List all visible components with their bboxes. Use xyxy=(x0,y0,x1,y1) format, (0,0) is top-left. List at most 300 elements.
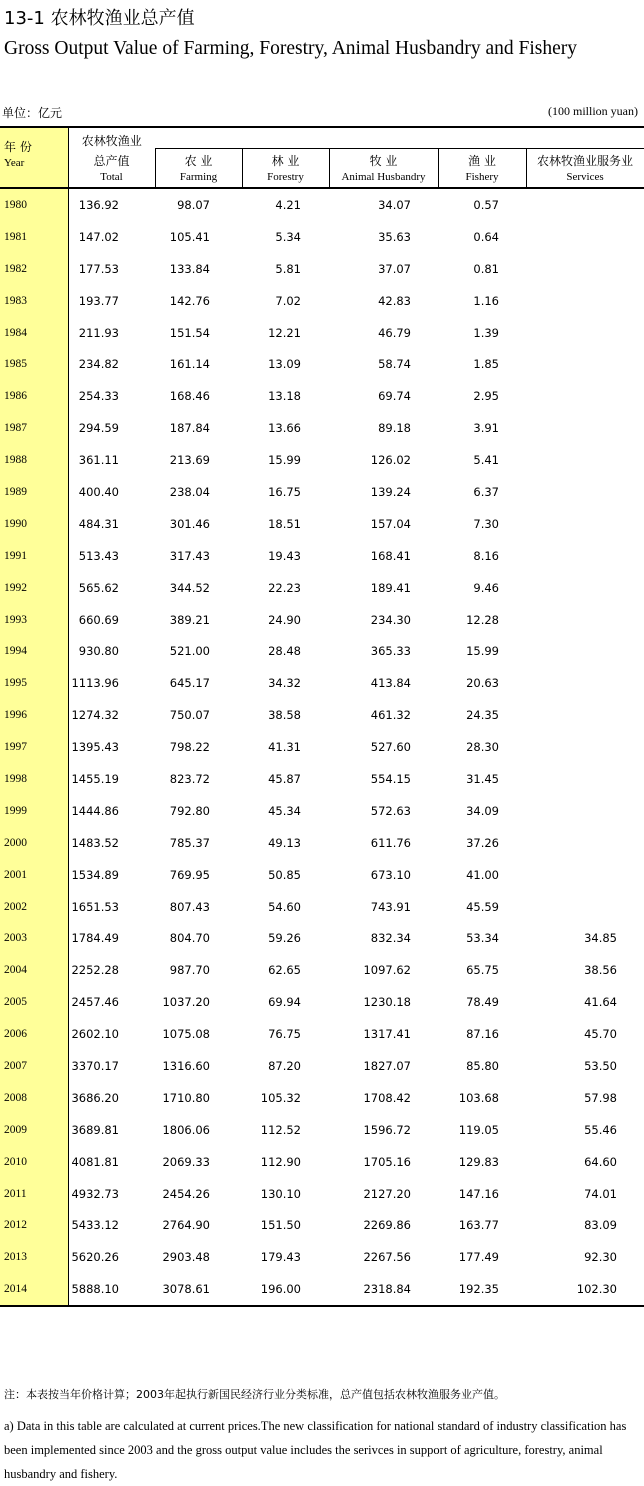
cell-forestry: 87.20 xyxy=(268,1058,301,1073)
header-animal-cn: 牧 业 xyxy=(369,154,398,168)
cell-services xyxy=(526,540,644,572)
cell-year: 1997 xyxy=(0,731,68,763)
table-row xyxy=(0,1050,644,1082)
table-row xyxy=(0,667,644,699)
cell-total: 3686.20 xyxy=(71,1090,119,1105)
cell-year: 2001 xyxy=(0,859,68,891)
cell-farming: 1316.60 xyxy=(162,1058,210,1073)
table-row xyxy=(0,1114,644,1146)
table-row xyxy=(0,859,644,891)
cell-total: 1395.43 xyxy=(71,740,119,755)
cell-total: 254.33 xyxy=(78,389,119,404)
cell-farming: 317.43 xyxy=(169,548,210,563)
cell-services: 83.09 xyxy=(584,1218,617,1233)
cell-services xyxy=(526,763,644,795)
cell-total: 1534.89 xyxy=(71,867,119,882)
header-year xyxy=(0,127,68,188)
table-row xyxy=(0,1082,644,1114)
cell-total: 1274.32 xyxy=(71,708,119,723)
header-services xyxy=(526,149,644,189)
table-row xyxy=(0,763,644,795)
cell-year: 2005 xyxy=(0,986,68,1018)
cell-fishery: 1.85 xyxy=(473,357,499,372)
cell-total: 3370.17 xyxy=(71,1058,119,1073)
cell-fishery: 8.16 xyxy=(473,548,499,563)
cell-services xyxy=(526,635,644,667)
cell-total: 147.02 xyxy=(78,229,119,244)
header-spacer xyxy=(242,127,329,149)
cell-services xyxy=(526,667,644,699)
cell-services: 74.01 xyxy=(584,1186,617,1201)
cell-total: 294.59 xyxy=(78,421,119,436)
cell-total: 193.77 xyxy=(78,293,119,308)
cell-animal-husbandry: 46.79 xyxy=(378,325,411,340)
cell-fishery: 177.49 xyxy=(458,1250,499,1265)
table-row xyxy=(0,1241,644,1273)
cell-farming: 2454.26 xyxy=(162,1186,210,1201)
cell-fishery: 0.81 xyxy=(473,261,499,276)
table-row xyxy=(0,1273,644,1306)
cell-total: 1483.52 xyxy=(71,835,119,850)
cell-farming: 98.07 xyxy=(177,197,210,212)
cell-year: 2014 xyxy=(0,1273,68,1306)
table-row xyxy=(0,348,644,380)
cell-animal-husbandry: 611.76 xyxy=(370,835,411,850)
cell-animal-husbandry: 1705.16 xyxy=(363,1154,411,1169)
header-services-cn: 农林牧渔业服务业 xyxy=(536,154,633,168)
cell-fishery: 119.05 xyxy=(458,1122,499,1137)
cell-farming: 168.46 xyxy=(169,389,210,404)
cell-farming: 987.70 xyxy=(169,963,210,978)
header-total-en: Total xyxy=(100,170,123,183)
cell-farming: 142.76 xyxy=(169,293,210,308)
cell-total: 1113.96 xyxy=(71,676,119,691)
cell-forestry: 112.90 xyxy=(260,1154,301,1169)
cell-animal-husbandry: 743.91 xyxy=(370,899,411,914)
cell-animal-husbandry: 1317.41 xyxy=(363,1027,411,1042)
cell-animal-husbandry: 2267.56 xyxy=(363,1250,411,1265)
header-year-en: Year xyxy=(4,157,25,169)
cell-year: 1986 xyxy=(0,380,68,412)
cell-services: 64.60 xyxy=(584,1154,617,1169)
header-farming-en: Farming xyxy=(179,171,218,183)
cell-farming: 2069.33 xyxy=(162,1154,210,1169)
cell-services: 102.30 xyxy=(526,1273,644,1306)
cell-year: 1990 xyxy=(0,508,68,540)
cell-year: 1995 xyxy=(0,667,68,699)
cell-farming: 301.46 xyxy=(169,516,210,531)
cell-forestry: 59.26 xyxy=(268,931,301,946)
cell-forestry: 22.23 xyxy=(268,580,301,595)
cell-year: 1982 xyxy=(0,253,68,285)
cell-year: 2003 xyxy=(0,922,68,954)
cell-farming: 133.84 xyxy=(169,261,210,276)
cell-forestry: 41.31 xyxy=(268,740,301,755)
table-body xyxy=(0,188,644,1306)
cell-services: 34.85 xyxy=(584,931,617,946)
cell-forestry: 45.34 xyxy=(268,803,301,818)
cell-year: 1992 xyxy=(0,572,68,604)
cell-animal-husbandry: 2127.20 xyxy=(363,1186,411,1201)
cell-animal-husbandry: 1230.18 xyxy=(363,995,411,1010)
table-row xyxy=(0,540,644,572)
cell-forestry: 38.58 xyxy=(268,708,301,723)
header-farming-cn: 农 业 xyxy=(184,154,213,168)
cell-forestry: 5.81 xyxy=(275,261,301,276)
cell-year: 2011 xyxy=(0,1178,68,1210)
cell-year: 2010 xyxy=(0,1146,68,1178)
cell-services xyxy=(526,508,644,540)
cell-forestry: 151.50 xyxy=(260,1218,301,1233)
cell-fishery: 87.16 xyxy=(466,1027,499,1042)
cell-forestry: 54.60 xyxy=(268,899,301,914)
table-row xyxy=(0,1146,644,1178)
cell-animal-husbandry: 37.07 xyxy=(378,261,411,276)
cell-services: 55.46 xyxy=(584,1122,617,1137)
cell-animal-husbandry: 527.60 xyxy=(370,740,411,755)
header-total-line1: 农林牧渔业 xyxy=(68,127,155,149)
cell-animal-husbandry: 89.18 xyxy=(378,421,411,436)
header-spacer xyxy=(438,127,526,149)
cell-fishery: 1.16 xyxy=(473,293,499,308)
cell-farming: 389.21 xyxy=(169,612,210,627)
cell-total: 660.69 xyxy=(78,612,119,627)
cell-animal-husbandry: 42.83 xyxy=(378,293,411,308)
cell-total: 136.92 xyxy=(78,197,119,212)
table-row xyxy=(0,635,644,667)
cell-total: 177.53 xyxy=(78,261,119,276)
cell-farming: 823.72 xyxy=(169,771,210,786)
cell-animal-husbandry: 189.41 xyxy=(370,580,411,595)
table-row xyxy=(0,891,644,923)
cell-animal-husbandry: 1097.62 xyxy=(363,963,411,978)
cell-services xyxy=(526,285,644,317)
cell-farming: 2764.90 xyxy=(162,1218,210,1233)
table-row xyxy=(0,1018,644,1050)
cell-total: 513.43 xyxy=(78,548,119,563)
cell-fishery: 53.34 xyxy=(466,931,499,946)
cell-farming: 785.37 xyxy=(169,835,210,850)
cell-services xyxy=(526,348,644,380)
header-forestry-en: Forestry xyxy=(267,171,304,183)
cell-fishery: 192.35 xyxy=(438,1273,526,1306)
table-row xyxy=(0,699,644,731)
table-row xyxy=(0,731,644,763)
cell-fishery: 12.28 xyxy=(466,612,499,627)
cell-farming: 807.43 xyxy=(169,899,210,914)
header-farming xyxy=(155,149,242,189)
cell-animal-husbandry: 413.84 xyxy=(370,676,411,691)
cell-farming: 187.84 xyxy=(169,421,210,436)
cell-animal-husbandry: 139.24 xyxy=(370,484,411,499)
cell-services xyxy=(526,476,644,508)
cell-animal-husbandry: 572.63 xyxy=(370,803,411,818)
cell-forestry: 45.87 xyxy=(268,771,301,786)
cell-farming: 151.54 xyxy=(169,325,210,340)
cell-farming: 213.69 xyxy=(169,453,210,468)
cell-services: 38.56 xyxy=(584,963,617,978)
header-total xyxy=(68,149,155,189)
cell-forestry: 112.52 xyxy=(260,1122,301,1137)
header-fishery-cn: 渔 业 xyxy=(468,154,496,168)
footnote-en: a) Data in this table are calculated at current prices.The new classification for national standard of industry classification has been implemented since 2003 and the gross output value includes the serivces in support of agriculture, forestry, animal husbandry and fishery. xyxy=(4,1419,627,1481)
table-row xyxy=(0,253,644,285)
cell-fishery: 1.39 xyxy=(473,325,499,340)
cell-farming: 105.41 xyxy=(169,229,210,244)
unit-label-en: (100 million yuan) xyxy=(548,104,638,118)
cell-animal-husbandry: 126.02 xyxy=(370,453,411,468)
cell-forestry: 7.02 xyxy=(275,293,301,308)
header-fishery xyxy=(438,149,526,189)
cell-animal-husbandry: 1827.07 xyxy=(363,1058,411,1073)
cell-total: 5888.10 xyxy=(68,1273,155,1306)
cell-farming: 792.80 xyxy=(169,803,210,818)
page-title-en: Gross Output Value of Farming, Forestry, Animal Husbandry and Fishery xyxy=(4,38,578,59)
cell-year: 2008 xyxy=(0,1082,68,1114)
header-spacer xyxy=(329,127,438,149)
cell-fishery: 147.16 xyxy=(458,1186,499,1201)
cell-animal-husbandry: 365.33 xyxy=(370,644,411,659)
cell-farming: 769.95 xyxy=(169,867,210,882)
cell-fishery: 37.26 xyxy=(466,835,499,850)
cell-year: 1981 xyxy=(0,221,68,253)
cell-total: 5433.12 xyxy=(71,1218,119,1233)
header-total-cn: 总产值 xyxy=(93,153,130,168)
cell-farming: 2903.48 xyxy=(162,1250,210,1265)
output-value-table xyxy=(0,126,644,1307)
cell-total: 400.40 xyxy=(78,484,119,499)
cell-forestry: 13.18 xyxy=(268,389,301,404)
cell-services xyxy=(526,891,644,923)
cell-fishery: 65.75 xyxy=(466,963,499,978)
cell-forestry: 12.21 xyxy=(268,325,301,340)
cell-services: 57.98 xyxy=(584,1090,617,1105)
cell-total: 3689.81 xyxy=(71,1122,119,1137)
cell-services xyxy=(526,731,644,763)
cell-forestry: 28.48 xyxy=(268,644,301,659)
cell-animal-husbandry: 2318.84 xyxy=(329,1273,438,1306)
cell-fishery: 0.57 xyxy=(473,197,499,212)
cell-animal-husbandry: 461.32 xyxy=(370,708,411,723)
cell-fishery: 31.45 xyxy=(466,771,499,786)
table-row xyxy=(0,604,644,636)
cell-fishery: 34.09 xyxy=(466,803,499,818)
cell-forestry: 196.00 xyxy=(242,1273,329,1306)
cell-total: 2457.46 xyxy=(71,995,119,1010)
table-row xyxy=(0,986,644,1018)
cell-animal-husbandry: 234.30 xyxy=(370,612,411,627)
cell-fishery: 24.35 xyxy=(466,708,499,723)
cell-forestry: 50.85 xyxy=(268,867,301,882)
table-row xyxy=(0,188,644,221)
cell-animal-husbandry: 34.07 xyxy=(378,197,411,212)
cell-animal-husbandry: 1596.72 xyxy=(363,1122,411,1137)
cell-total: 2602.10 xyxy=(71,1027,119,1042)
cell-farming: 3078.61 xyxy=(155,1273,242,1306)
cell-fishery: 163.77 xyxy=(458,1218,499,1233)
cell-year: 2009 xyxy=(0,1114,68,1146)
cell-year: 1987 xyxy=(0,412,68,444)
cell-forestry: 24.90 xyxy=(268,612,301,627)
cell-services xyxy=(526,444,644,476)
cell-forestry: 4.21 xyxy=(275,197,301,212)
cell-fishery: 85.80 xyxy=(466,1058,499,1073)
cell-services xyxy=(526,859,644,891)
cell-forestry: 13.09 xyxy=(268,357,301,372)
cell-forestry: 69.94 xyxy=(268,995,301,1010)
cell-forestry: 105.32 xyxy=(260,1090,301,1105)
table-row xyxy=(0,221,644,253)
cell-services xyxy=(526,412,644,444)
table-row xyxy=(0,380,644,412)
cell-farming: 238.04 xyxy=(169,484,210,499)
cell-year: 1999 xyxy=(0,795,68,827)
cell-farming: 1075.08 xyxy=(162,1027,210,1042)
cell-services: 92.30 xyxy=(584,1250,617,1265)
cell-forestry: 16.75 xyxy=(268,484,301,499)
table-row xyxy=(0,795,644,827)
cell-fishery: 129.83 xyxy=(458,1154,499,1169)
cell-total: 1651.53 xyxy=(71,899,119,914)
cell-fishery: 7.30 xyxy=(473,516,499,531)
cell-services xyxy=(526,795,644,827)
cell-animal-husbandry: 58.74 xyxy=(378,357,411,372)
cell-total: 361.11 xyxy=(78,453,119,468)
cell-fishery: 28.30 xyxy=(466,740,499,755)
cell-year: 2002 xyxy=(0,891,68,923)
table-row xyxy=(0,1178,644,1210)
cell-year: 1980 xyxy=(0,188,68,221)
cell-farming: 1710.80 xyxy=(162,1090,210,1105)
cell-year: 2012 xyxy=(0,1210,68,1242)
cell-total: 1455.19 xyxy=(71,771,119,786)
cell-fishery: 103.68 xyxy=(458,1090,499,1105)
cell-animal-husbandry: 69.74 xyxy=(378,389,411,404)
cell-total: 234.82 xyxy=(78,357,119,372)
cell-year: 2007 xyxy=(0,1050,68,1082)
unit-label-cn: 单位：亿元 xyxy=(2,106,63,120)
cell-farming: 804.70 xyxy=(169,931,210,946)
cell-services xyxy=(526,188,644,221)
table-row xyxy=(0,827,644,859)
cell-year: 2013 xyxy=(0,1241,68,1273)
footnote-cn: 注：本表按当年价格计算；2003年起执行新国民经济行业分类标准，总产值包括农林牧渔服务业产值。 xyxy=(4,1388,505,1401)
cell-year: 1989 xyxy=(0,476,68,508)
header-fishery-en: Fishery xyxy=(465,171,499,183)
cell-year: 2006 xyxy=(0,1018,68,1050)
cell-forestry: 49.13 xyxy=(268,835,301,850)
cell-services xyxy=(526,380,644,412)
cell-forestry: 130.10 xyxy=(260,1186,301,1201)
table-row xyxy=(0,412,644,444)
cell-services: 41.64 xyxy=(584,995,617,1010)
cell-year: 1996 xyxy=(0,699,68,731)
page-title-cn: 13-1 农林牧渔业总产值 xyxy=(4,8,195,29)
header-spacer xyxy=(155,127,242,149)
cell-animal-husbandry: 157.04 xyxy=(370,516,411,531)
cell-farming: 344.52 xyxy=(169,580,210,595)
cell-total: 4081.81 xyxy=(71,1154,119,1169)
cell-farming: 798.22 xyxy=(169,740,210,755)
cell-year: 1994 xyxy=(0,635,68,667)
cell-services xyxy=(526,253,644,285)
cell-forestry: 62.65 xyxy=(268,963,301,978)
cell-fishery: 78.49 xyxy=(466,995,499,1010)
cell-animal-husbandry: 2269.86 xyxy=(363,1218,411,1233)
header-spacer xyxy=(526,127,644,149)
cell-animal-husbandry: 673.10 xyxy=(370,867,411,882)
cell-farming: 750.07 xyxy=(169,708,210,723)
cell-farming: 161.14 xyxy=(169,357,210,372)
cell-total: 211.93 xyxy=(78,325,119,340)
cell-services: 45.70 xyxy=(584,1027,617,1042)
cell-total: 5620.26 xyxy=(71,1250,119,1265)
cell-forestry: 15.99 xyxy=(268,453,301,468)
header-year-cn: 年 份 xyxy=(4,140,32,154)
header-forestry xyxy=(242,149,329,189)
cell-services: 53.50 xyxy=(584,1058,617,1073)
cell-year: 1998 xyxy=(0,763,68,795)
cell-year: 1988 xyxy=(0,444,68,476)
cell-forestry: 13.66 xyxy=(268,421,301,436)
cell-farming: 1806.06 xyxy=(162,1122,210,1137)
cell-year: 2004 xyxy=(0,954,68,986)
cell-animal-husbandry: 1708.42 xyxy=(363,1090,411,1105)
cell-fishery: 5.41 xyxy=(473,453,499,468)
cell-year: 1993 xyxy=(0,604,68,636)
cell-services xyxy=(526,827,644,859)
table-row xyxy=(0,922,644,954)
cell-farming: 645.17 xyxy=(169,676,210,691)
cell-services xyxy=(526,699,644,731)
cell-farming: 1037.20 xyxy=(162,995,210,1010)
table-row xyxy=(0,444,644,476)
table-row xyxy=(0,476,644,508)
table-row xyxy=(0,1210,644,1242)
cell-total: 1784.49 xyxy=(71,931,119,946)
cell-total: 565.62 xyxy=(78,580,119,595)
table-row xyxy=(0,317,644,349)
cell-total: 930.80 xyxy=(78,644,119,659)
cell-year: 2000 xyxy=(0,827,68,859)
cell-forestry: 76.75 xyxy=(268,1027,301,1042)
cell-fishery: 20.63 xyxy=(466,676,499,691)
header-services-en: Services xyxy=(566,171,604,183)
header-animal-husbandry xyxy=(329,149,438,189)
cell-farming: 521.00 xyxy=(169,644,210,659)
cell-services xyxy=(526,604,644,636)
table-row xyxy=(0,508,644,540)
cell-fishery: 3.91 xyxy=(473,421,499,436)
cell-forestry: 34.32 xyxy=(268,676,301,691)
cell-animal-husbandry: 554.15 xyxy=(370,771,411,786)
cell-fishery: 15.99 xyxy=(466,644,499,659)
cell-total: 1444.86 xyxy=(71,803,119,818)
table-row xyxy=(0,285,644,317)
cell-fishery: 0.64 xyxy=(473,229,499,244)
cell-services xyxy=(526,221,644,253)
cell-services xyxy=(526,317,644,349)
table-row xyxy=(0,572,644,604)
header-forestry-cn: 林 业 xyxy=(271,154,300,168)
cell-year: 1983 xyxy=(0,285,68,317)
cell-total: 2252.28 xyxy=(71,963,119,978)
cell-fishery: 45.59 xyxy=(466,899,499,914)
cell-year: 1991 xyxy=(0,540,68,572)
cell-total: 4932.73 xyxy=(71,1186,119,1201)
cell-animal-husbandry: 35.63 xyxy=(378,229,411,244)
cell-fishery: 9.46 xyxy=(473,580,499,595)
